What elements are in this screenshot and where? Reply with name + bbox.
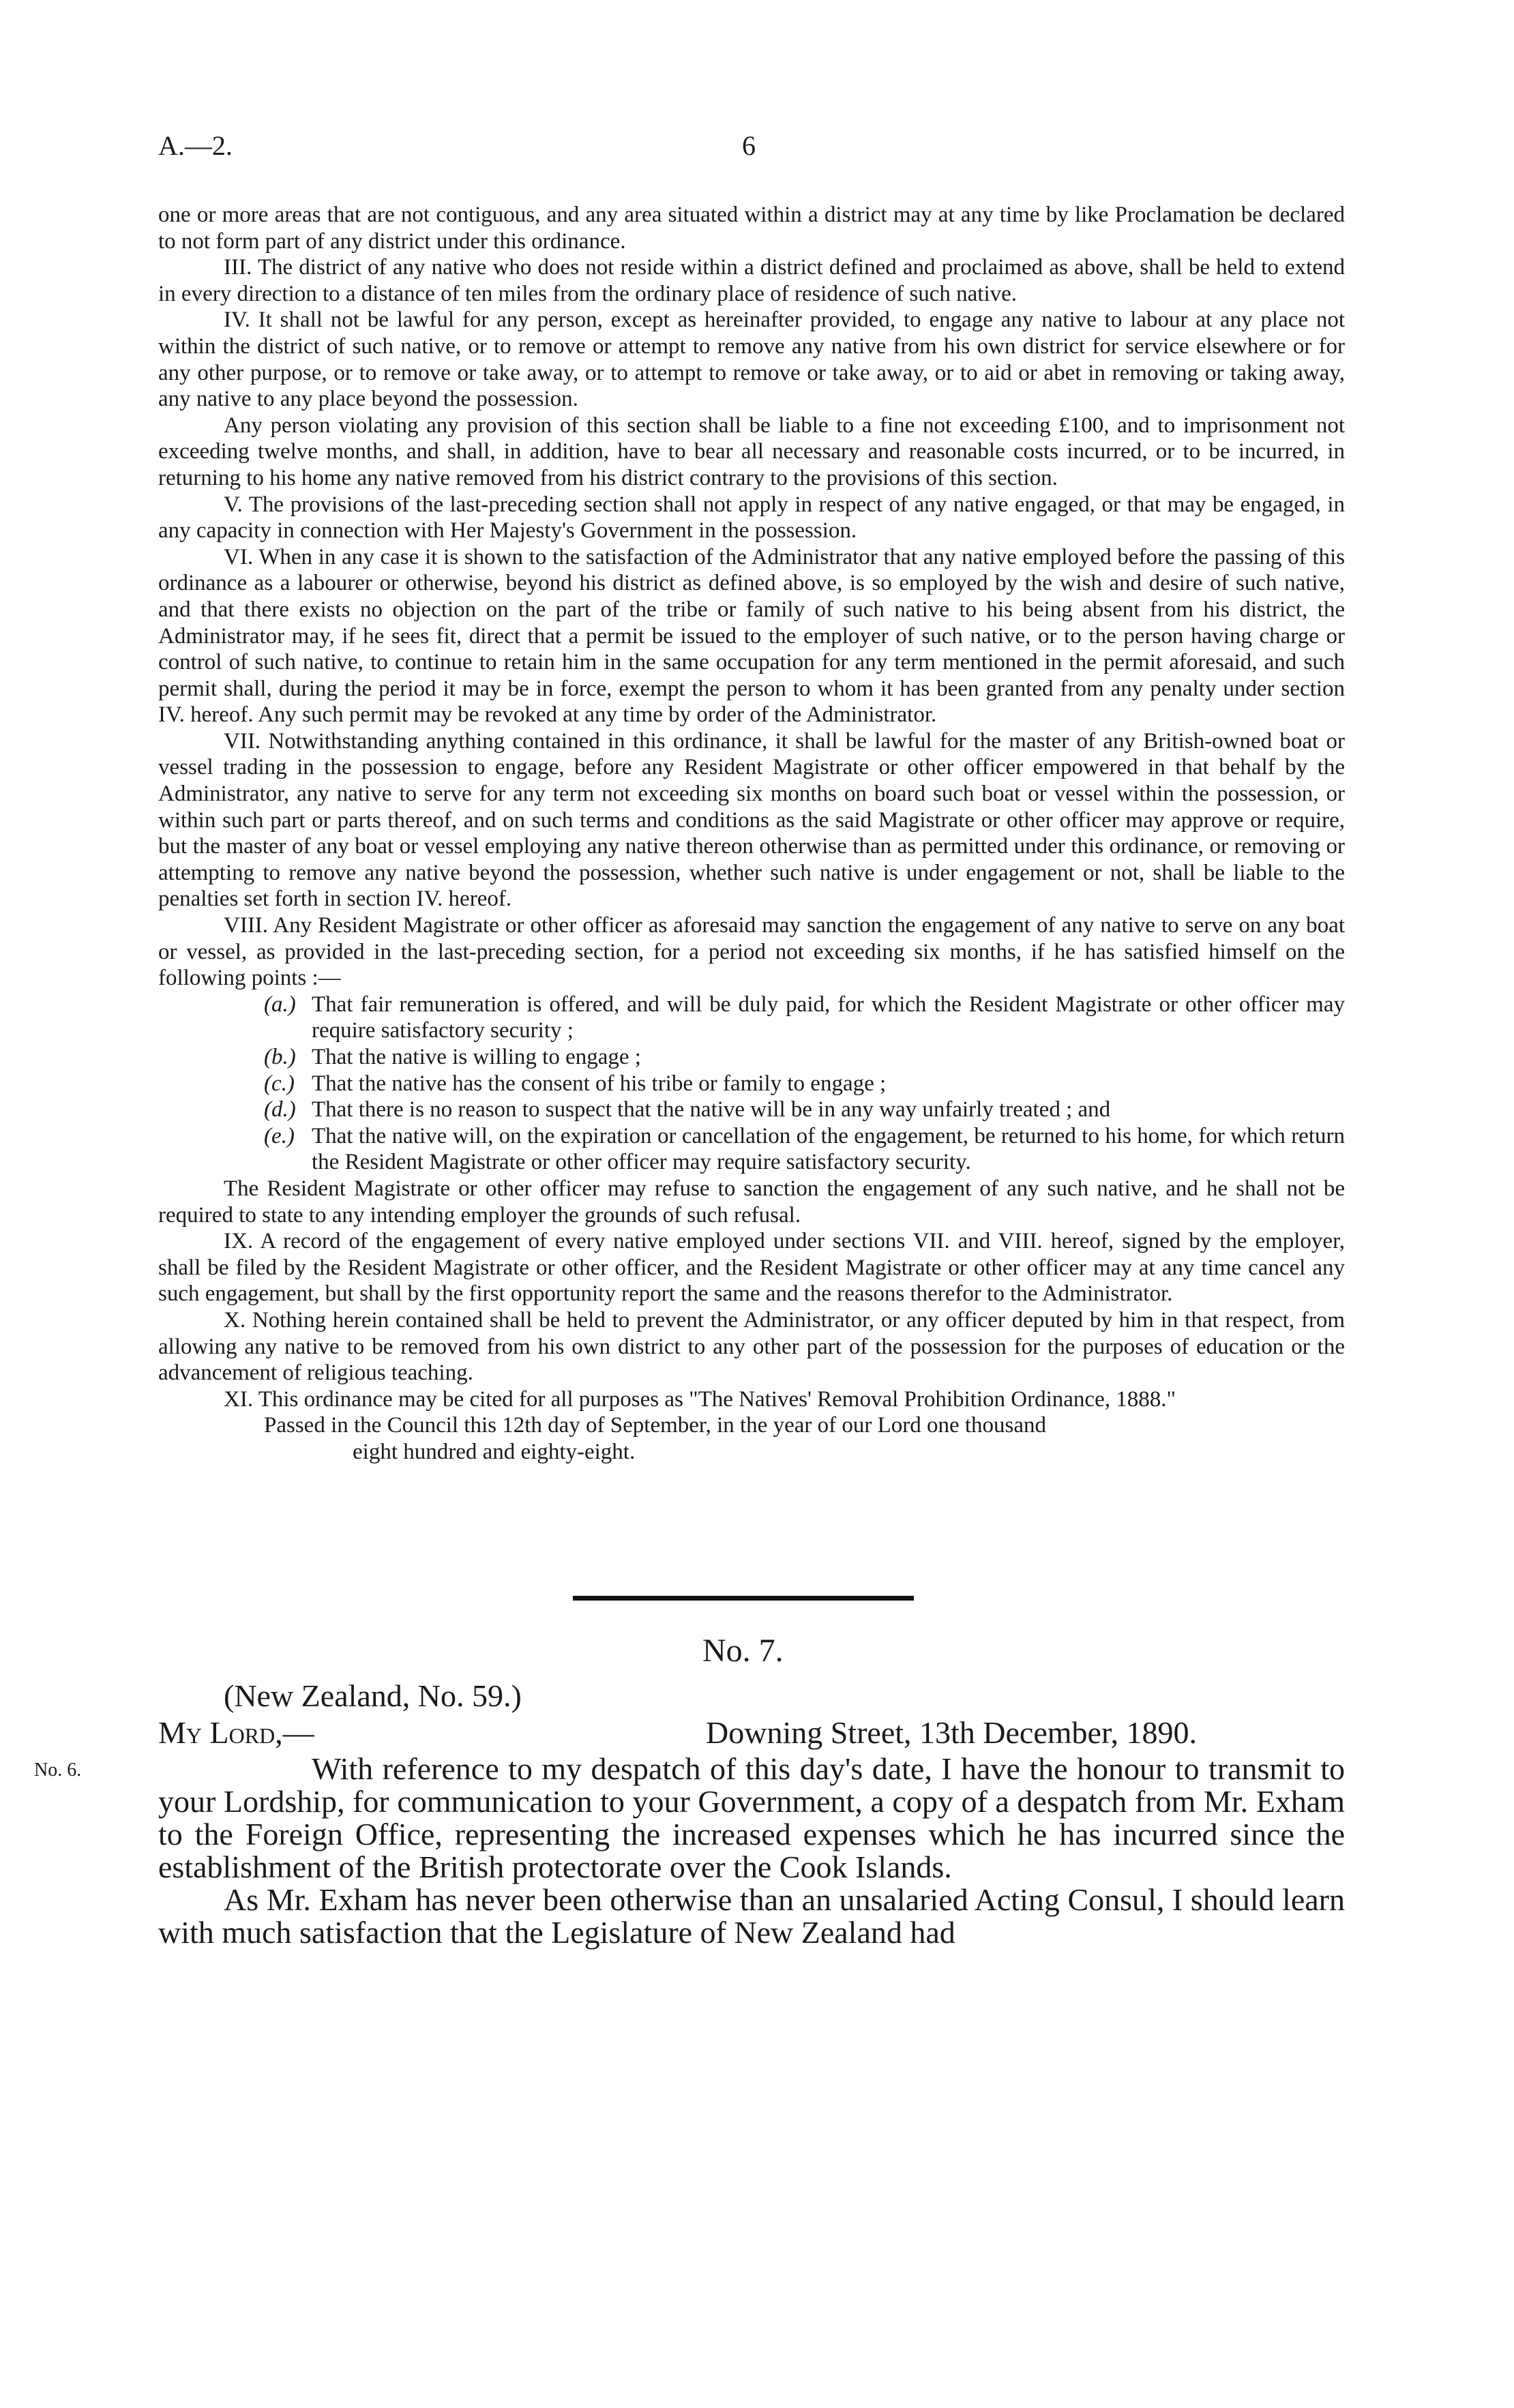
despatch-paragraph-1: With reference to my despatch of this day's date, I have the honour to transmit to your Lordship, for communication to your Government, a copy of a despatch from Mr. Exham to the Foreign Office, representing the increased expenses which he has incurred since the establishment of the British protectorate over the Cook Islands. [158,1751,1345,1884]
margin-note: No. 6. [34,1759,82,1781]
section-viii-refusal: The Resident Magistrate or other officer may refuse to sanction the engagement of any such native, and he shall not be required to state to any intending employer the grounds of such refusal. [158,1176,1345,1228]
section-iv-penalty: Any person violating any provision of this section shall be liable to a fine not exceeding £100, and to imprisonment not exceeding twelve months, and shall, in addition, have to bear all necessary and reasonable costs incurred, or to be incurred, in returning to his home any native removed from his district contrary to the provisions of this section. [158,413,1345,490]
section-iii: III. The district of any native who does not reside within a district defined and proclaimed as above, shall be held to extend in every direction to a distance of ten miles from the ordinary place of residence of such native. [158,255,1345,306]
passed-line-2: eight hundred and eighty-eight. [353,1439,636,1464]
list-item [264,1123,1345,1176]
list-text: That there is no reason to suspect that the native will be in any way unfairly treated ; and [312,1097,1111,1123]
list-marker: (d.) [264,1097,296,1123]
list-marker: (e.) [264,1123,295,1148]
list-text: That the native has the consent of his tribe or family to engage ; [312,1071,887,1096]
section-vii: VII. Notwithstanding anything contained in this ordinance, it shall be lawful for the master of any British-owned boat or vessel trading in the possession to engage, before any Resident Magistrate or other officer empowered in that behalf by the Administrator, any native to serve for any term not exceeding six months on board such boat or vessel within the possession, or within such part or parts thereof, and on such terms and conditions as the said Magistrate or other officer may approve or require, but the master of any boat or vessel employing any native thereon otherwise than as permitted under this ordinance, or removing or attempting to remove any native beyond the possession, whether such native is under engagement or not, shall be liable to the penalties set forth in section IV. hereof. [158,728,1345,912]
despatch-number: No. 7. [702,1633,784,1669]
passed-statement [264,1412,1345,1465]
section-vi: VI. When in any case it is shown to the satisfaction of the Administrator that any native employed before the passing of this ordinance as a labourer or otherwise, beyond his district as defined above, is so employed by the wish and desire of such native, and that there exists no objection on the part of the tribe or family of such native to his being absent from his district, the Administrator may, if he sees fit, direct that a permit be issued to the employer of such native, or to the person having charge or control of such native, to continue to retain him in the same occupation for any term mentioned in the permit aforesaid, and such permit shall, during the period it may be in force, exempt the person to whom it has been granted from any penalty under section IV. hereof. Any such permit may be revoked at any time by order of the Administrator. [158,544,1345,728]
list-text: That the native is willing to engage ; [312,1045,641,1069]
section-viii: VIII. Any Resident Magistrate or other officer as aforesaid may sanction the engagement of any native to serve on any boat or vessel, as provided in the last-preceding section, for a period not exceeding six months, if he has satisfied himself on the following points :— [158,913,1345,991]
list-item [264,1097,1345,1123]
dateline: Downing Street, 13th December, 1890. [706,1715,1197,1750]
list-item [264,992,1345,1044]
list-marker: (c.) [264,1071,295,1096]
conditions-list [264,992,1345,1176]
list-text: That fair remuneration is offered, and will be duly paid, for which the Resident Magistrate or other officer may require satisfactory security ; [312,992,1345,1043]
list-marker: (b.) [264,1045,296,1069]
section-iv: IV. It shall not be lawful for any person, except as hereinafter provided, to engage any native to labour at any place not within the district of such native, or to remove or attempt to remove any native from his own district for service elsewhere or for any other purpose, or to remove or take away, or to attempt to remove or take away, or to aid or abet in removing or taking away, any native to any place beyond the possession. [158,308,1345,412]
list-item [264,1071,1345,1097]
paragraph-intro: one or more areas that are not contiguous, and any area situated within a district may at any time by like Proclamation be declared to not form part of any district under this ordinance. [158,203,1345,254]
ordinance-text [158,202,1345,1466]
section-x: X. Nothing herein contained shall be held to prevent the Administrator, or any officer deputed by him in that respect, from allowing any native to be removed from his own district to any other part of the possession for the purposes of education or the advancement of religious teaching. [158,1307,1345,1386]
section-xi: XI. This ordinance may be cited for all purposes as "The Natives' Removal Prohibition Ordinance, 1888." [224,1386,1176,1412]
salutation: My Lord,— [158,1715,314,1750]
despatch-body [158,1753,1345,1949]
section-divider [573,1596,914,1601]
section-ix: IX. A record of the engagement of every native employed under sections VII. and VIII. hereof, signed by the employer, shall be filed by the Resident Magistrate or other officer, and the Resident Magistrate or other officer may at any time cancel any such engagement, but shall by the first opportunity report the same and the reasons therefor to the Administrator. [158,1229,1345,1307]
page-number: 6 [742,130,756,161]
passed-line-1: Passed in the Council this 12th day of September, in the year of our Lord one thousand [264,1413,1047,1438]
despatch-paragraph-2: As Mr. Exham has never been otherwise than an unsalaried Acting Consul, I should learn with much satisfaction that the Legislature of New Zealand had [158,1882,1345,1950]
list-item [264,1044,1345,1071]
section-v: V. The provisions of the last-preceding section shall not apply in respect of any native engaged, or that may be engaged, in any capacity in connection with Her Majesty's Government in the possession. [158,492,1345,544]
list-marker: (a.) [264,992,296,1017]
list-text: That the native will, on the expiration or cancellation of the engagement, be returned to his home, for which return the Resident Magistrate or other officer may require satisfactory security. [312,1123,1345,1175]
despatch-reference: (New Zealand, No. 59.) [224,1678,522,1713]
document-reference: A.—2. [158,130,233,161]
